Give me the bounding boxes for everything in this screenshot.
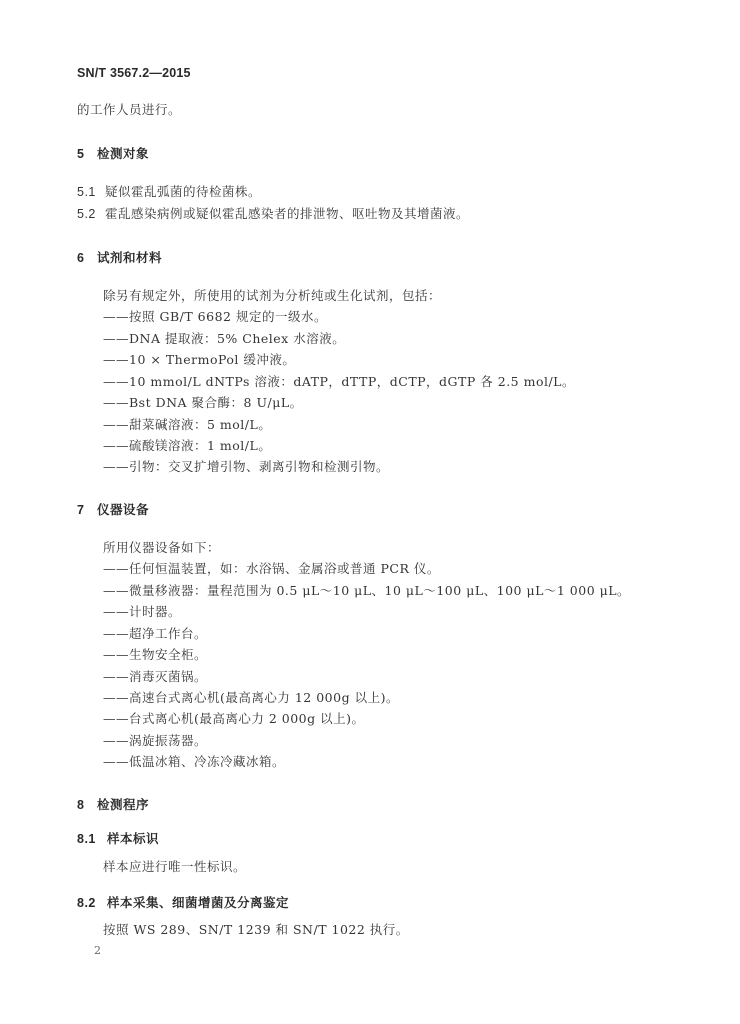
item-number: 5.2: [77, 207, 96, 221]
list-item: ——按照 GB/T 6682 规定的一级水。: [103, 309, 327, 324]
list-item: ——涡旋振荡器。: [103, 733, 208, 748]
section-6-heading: [77, 248, 162, 266]
section-8-1-text: 样本应进行唯一性标识。: [103, 859, 247, 874]
item-text: 疑似霍乱弧菌的待检菌株。: [105, 184, 262, 199]
page-number: 2: [94, 944, 101, 957]
section-8-1-heading: [77, 829, 159, 847]
subsection-number: 8.2: [77, 896, 96, 910]
list-item: ——DNA 提取液：5% Chelex 水溶液。: [103, 331, 346, 346]
section-8-heading: [77, 795, 149, 813]
section-8-2-text: 按照 WS 289、SN/T 1239 和 SN/T 1022 执行。: [103, 922, 409, 937]
section-5-heading: [77, 144, 149, 162]
subsection-title: 样本标识: [107, 832, 160, 846]
section-number: 5: [77, 147, 85, 161]
list-item: ——低温冰箱、冷冻冷藏冰箱。: [103, 754, 286, 769]
list-item: ——计时器。: [103, 604, 182, 619]
list-item: ——Bst DNA 聚合酶：8 U/μL。: [103, 395, 303, 410]
subsection-number: 8.1: [77, 832, 96, 846]
list-item: ——消毒灭菌锅。: [103, 669, 208, 684]
section-title: 试剂和材料: [97, 251, 163, 265]
list-item: ——高速台式离心机(最高离心力 12 000g 以上)。: [103, 690, 399, 705]
section-title: 仪器设备: [97, 503, 150, 517]
subsection-title: 样本采集、细菌增菌及分离鉴定: [107, 896, 290, 910]
item-text: 霍乱感染病例或疑似霍乱感染者的排泄物、呕吐物及其增菌液。: [105, 206, 470, 221]
standard-code-header: SN/T 3567.2—2015: [77, 66, 191, 80]
list-item: ——硫酸镁溶液：1 mol/L。: [103, 438, 272, 453]
section-5-item-1: [77, 184, 261, 200]
list-item: ——甜菜碱溶液：5 mol/L。: [103, 417, 272, 432]
section-7-heading: [77, 500, 149, 518]
list-item: ——任何恒温装置，如：水浴锅、金属浴或普通 PCR 仪。: [103, 561, 440, 576]
list-item: ——微量移液器：量程范围为 0.5 μL～10 μL、10 μL～100 μL、100 μL～1 000 μL。: [103, 583, 631, 598]
section-number: 7: [77, 503, 85, 517]
section-8-2-heading: [77, 893, 289, 911]
list-item: ——超净工作台。: [103, 626, 208, 641]
section-number: 6: [77, 251, 85, 265]
section-6-intro: 除另有规定外，所使用的试剂为分析纯或生化试剂，包括：: [103, 288, 442, 303]
list-item: ——10 × ThermoPol 缓冲液。: [103, 352, 296, 367]
list-item: ——引物：交叉扩增引物、剥离引物和检测引物。: [103, 459, 390, 474]
section-5-item-2: [77, 206, 469, 222]
section-number: 8: [77, 798, 85, 812]
section-title: 检测程序: [97, 798, 150, 812]
item-number: 5.1: [77, 185, 96, 199]
section-7-intro: 所用仪器设备如下：: [103, 540, 221, 555]
continuation-text: 的工作人员进行。: [77, 102, 182, 117]
section-title: 检测对象: [97, 147, 150, 161]
list-item: ——台式离心机(最高离心力 2 000g 以上)。: [103, 711, 365, 726]
list-item: ——生物安全柜。: [103, 647, 208, 662]
list-item: ——10 mmol/L dNTPs 溶液：dATP，dTTP，dCTP，dGTP 各 2.5 mol/L。: [103, 374, 575, 389]
